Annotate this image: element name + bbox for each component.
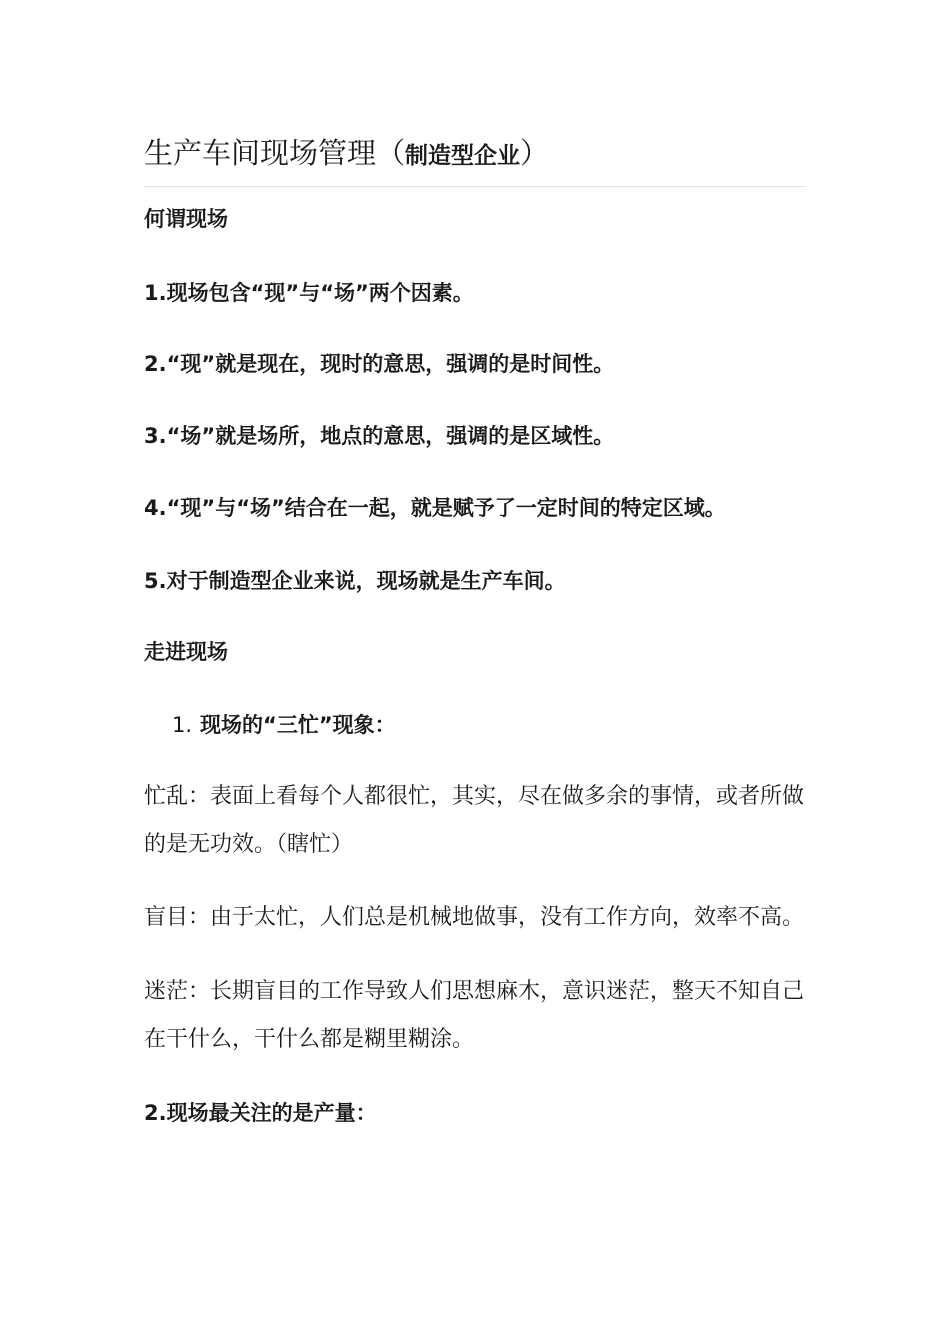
section-heading-what-is-site: 何谓现场: [144, 207, 228, 231]
paragraph-mimang: 迷茫：长期盲目的工作导致人们思想麻木，意识迷茫，整天不知自己在干什么，干什么都是糊里糊涂。: [144, 979, 805, 1052]
list-item-number: 1.: [172, 713, 193, 737]
title-subtitle: 制造型企业: [405, 143, 521, 169]
paragraph-mangluan: 忙乱：表面上看每个人都很忙，其实，尽在做多余的事情，或者所做的是无功效。（瞎忙）: [144, 784, 805, 857]
title-paren-open: （: [376, 136, 406, 170]
definition-item-3: 3.“场”就是场所，地点的意思，强调的是区域性。: [144, 424, 615, 448]
title-paren-close: ）: [520, 136, 550, 170]
definition-item-2: 2.“现”就是现在，现时的意思，强调的是时间性。: [144, 352, 615, 376]
title-divider: [144, 186, 806, 187]
list-item-text: 现场的“三忙”现象：: [200, 713, 396, 737]
definition-item-5: 5.对于制造型企业来说，现场就是生产车间。: [144, 569, 566, 593]
paragraph-mangmu: 盲目：由于太忙，人们总是机械地做事，没有工作方向，效率不高。: [144, 905, 805, 930]
page-title: [144, 131, 824, 175]
section-heading-enter-site: 走进现场: [144, 640, 228, 664]
definition-item-1: 1.现场包含“现”与“场”两个因素。: [144, 281, 474, 305]
section-item-2-output: 2.现场最关注的是产量：: [144, 1101, 377, 1125]
title-main: 生产车间现场管理: [144, 136, 377, 170]
definition-item-4: 4.“现”与“场”结合在一起，就是赋予了一定时间的特定区域。: [144, 496, 726, 520]
numbered-list-item-1: [172, 710, 396, 740]
